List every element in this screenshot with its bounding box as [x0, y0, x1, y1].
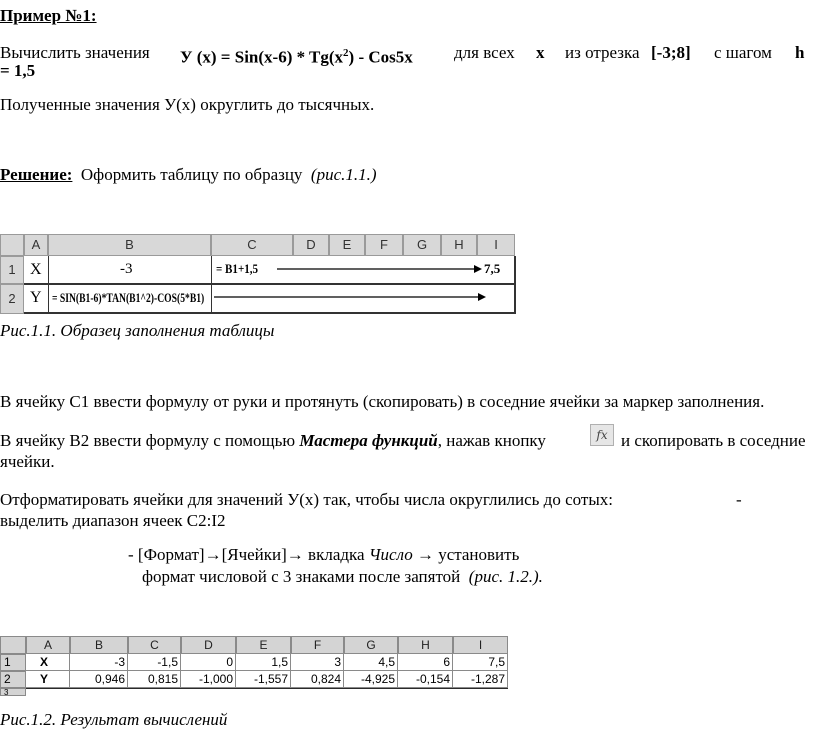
col-header-d: D: [181, 636, 236, 654]
row-header-1: 1: [0, 654, 26, 671]
col-header-i: I: [477, 234, 515, 256]
col-header-h: H: [441, 234, 477, 256]
formula: У $(x) = Sin(x-6) * Tg(x^2) - Cos5x$: [180, 47, 413, 67]
with-step-text: с шагом: [714, 43, 772, 62]
solution-text: Оформить таблицу по образцу: [80, 165, 303, 184]
cell-a1: X: [30, 261, 42, 278]
col-header-b: B: [70, 636, 128, 654]
cell-g2: -4,925: [344, 671, 398, 688]
cell-b2: = SIN(B1-6)*TAN(B1^2)-COS(5*B1): [52, 290, 205, 305]
task-prefix: Вычислить значения: [0, 43, 150, 62]
cell-i1: 7,5: [453, 654, 508, 671]
col-header-a: A: [26, 636, 70, 654]
cell-i2: -1,287: [453, 671, 508, 688]
col-header-f: F: [291, 636, 344, 654]
h-symbol: h: [795, 43, 805, 62]
cell-h2: -0,154: [398, 671, 453, 688]
col-header-i: I: [453, 636, 508, 654]
number-tab-label: Число: [368, 545, 413, 564]
caption-fig-1-2: Рис.1.2. Результат вычислений: [0, 710, 228, 729]
caption-fig-1-1: Рис.1.1. Образец заполнения таблицы: [0, 321, 275, 340]
row-header-2: 2: [0, 671, 26, 688]
cell-g1: 4,5: [344, 654, 398, 671]
sheet-bottom-border: [26, 688, 508, 689]
step-value: = 1,5: [0, 61, 36, 80]
col-header-h: H: [398, 636, 453, 654]
cell-b1: -3: [120, 261, 133, 277]
function-wizard-label: Мастера функций: [299, 431, 438, 450]
instruction-b2: В ячейку В2 ввести формулу с помощью Мастера функций, нажав кнопку: [0, 431, 546, 450]
arrowhead-icon: [478, 293, 486, 301]
col-header-e: E: [329, 234, 365, 256]
col-header-c: C: [128, 636, 181, 654]
cell-a2: Y: [26, 671, 70, 688]
cell-b1: -3: [70, 654, 128, 671]
example-heading: Пример №1:: [0, 6, 97, 25]
result-sheet: [0, 636, 510, 698]
cell-c2: 0,815: [128, 671, 181, 688]
cell-h1: 6: [398, 654, 453, 671]
instruction-format: Отформатировать ячейки для значений У(х) так, чтобы числа округлились до сотых:: [0, 490, 613, 509]
col-header-f: F: [365, 234, 403, 256]
format-steps-2: формат числовой с 3 знаками после запятой (рис. 1.2.).: [142, 567, 543, 586]
rounding-text: Полученные значения У(х) округлить до тысячных.: [0, 95, 375, 114]
for-all-text: для всех: [454, 43, 515, 62]
col-header-d: D: [293, 234, 329, 256]
col-header-e: E: [236, 636, 291, 654]
cell-c1: -1,5: [128, 654, 181, 671]
cell-a1: X: [26, 654, 70, 671]
row-header-3: 3: [0, 688, 26, 696]
corner-cell: [0, 636, 26, 654]
task-line: [0, 43, 150, 63]
instruction-b2-cont: и скопировать в соседние: [621, 431, 806, 450]
arrowhead-icon: [474, 265, 482, 273]
cell-e1: 1,5: [236, 654, 291, 671]
cell-f2: 0,824: [291, 671, 344, 688]
solution-ref: (рис.1.1.): [310, 165, 377, 184]
range-value: [-3;8]: [651, 43, 691, 62]
instruction-b2-end: ячейки.: [0, 452, 55, 471]
col-header-b: B: [48, 234, 211, 256]
cell-c1: = B1+1,5: [216, 261, 259, 276]
cell-e2: -1,557: [236, 671, 291, 688]
format-steps: - [Формат]→[Ячейки]→ вкладка Число → установить: [128, 545, 520, 564]
cell-i1: 7,5: [484, 261, 501, 276]
from-range-text: из отрезка: [565, 43, 640, 62]
cell-d1: 0: [181, 654, 236, 671]
instruction-c1: В ячейку С1 ввести формулу от руки и протянуть (скопировать) в соседние ячейки за маркер заполнения.: [0, 392, 765, 411]
cell-f1: 3: [291, 654, 344, 671]
solution-label: Решение:: [0, 165, 73, 184]
solution-line: [0, 165, 377, 185]
row-header-1: 1: [0, 256, 24, 284]
instruction-range: выделить диапазон ячеек С2:I2: [0, 511, 226, 530]
row-header-2: 2: [0, 284, 24, 314]
sample-sheet: [0, 232, 518, 318]
col-header-a: A: [24, 234, 48, 256]
col-header-g: G: [344, 636, 398, 654]
fill-arrows: [0, 232, 518, 318]
var-x: x: [536, 43, 545, 62]
fx-function-wizard-icon[interactable]: fx: [590, 424, 614, 446]
cell-d2: -1,000: [181, 671, 236, 688]
instruction-dash: -: [736, 490, 742, 509]
cell-b2: 0,946: [70, 671, 128, 688]
cell-a2: Y: [30, 289, 42, 306]
col-header-c: C: [211, 234, 293, 256]
col-header-g: G: [403, 234, 441, 256]
